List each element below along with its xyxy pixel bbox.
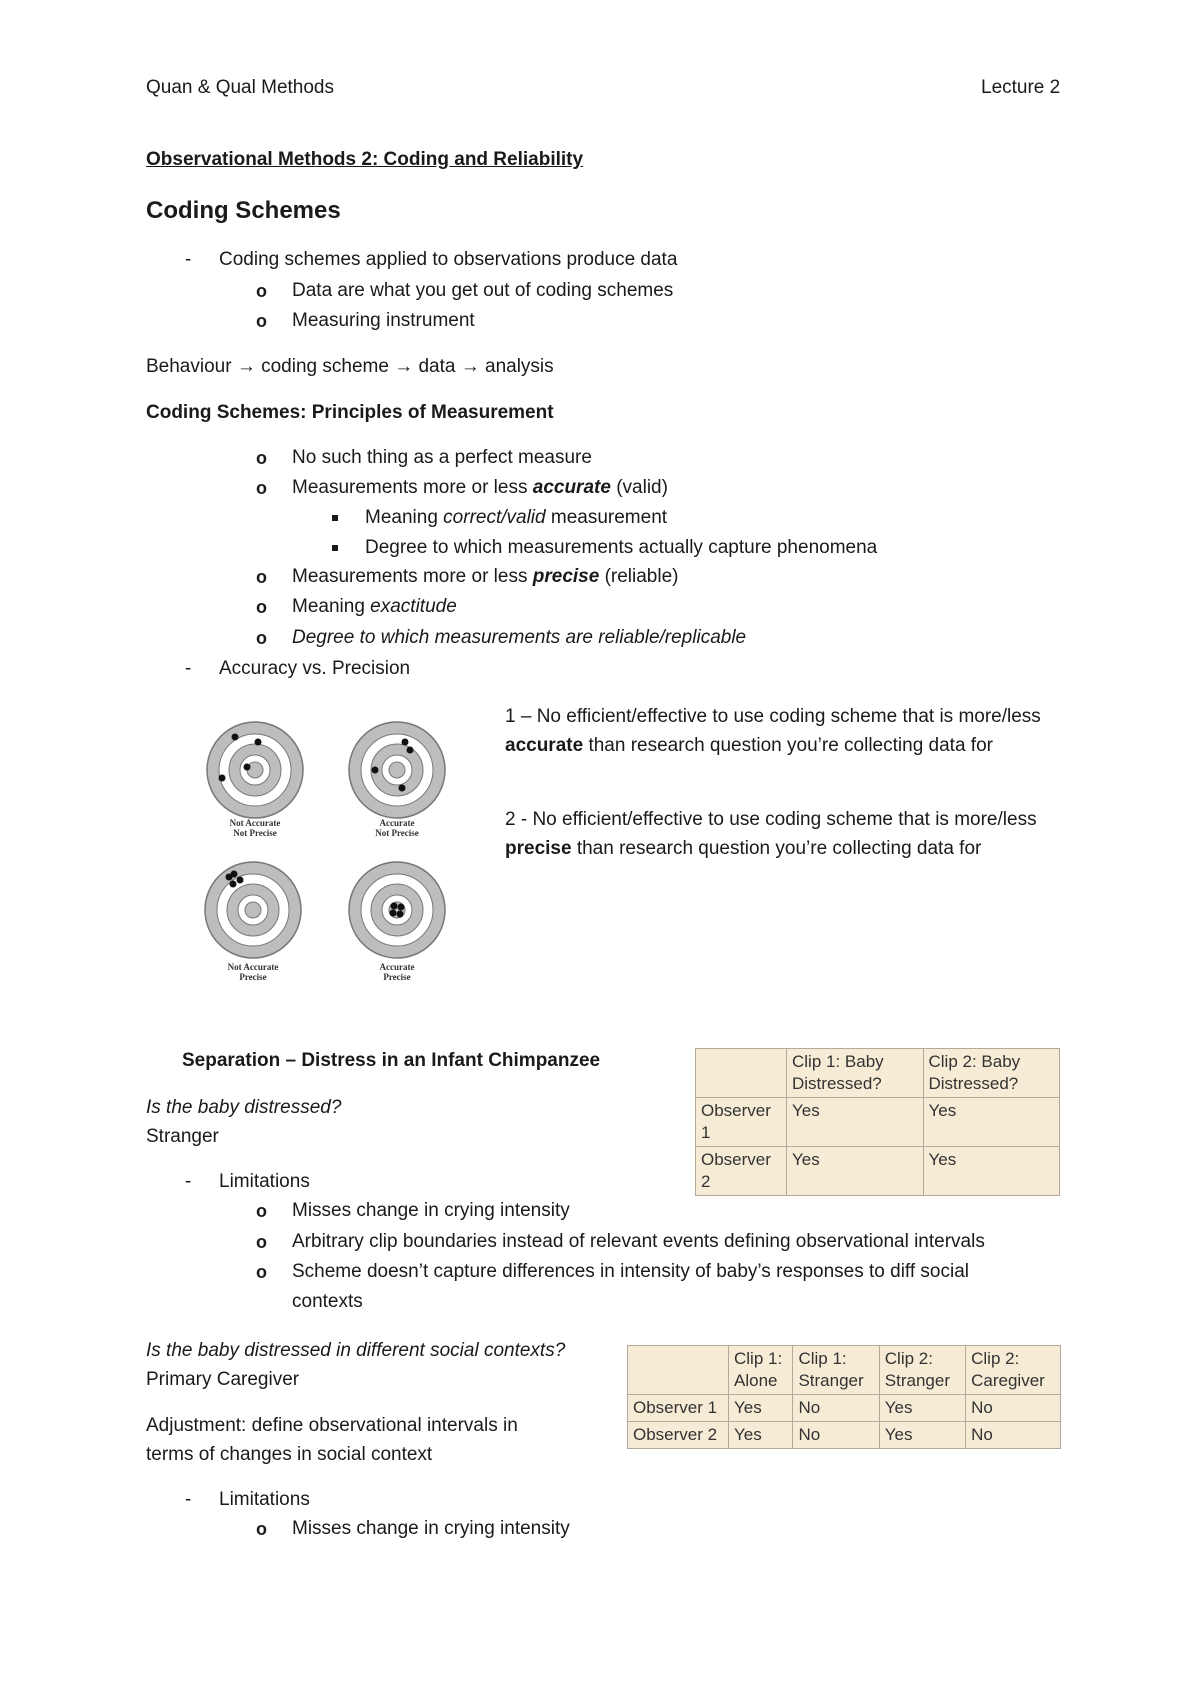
target-label-4-line2: Precise bbox=[383, 972, 411, 982]
target-accurate-precise bbox=[349, 862, 445, 958]
o-bullet: o bbox=[256, 1519, 267, 1539]
target-label-1 bbox=[195, 818, 315, 838]
principle-accurate-post: (valid) bbox=[610, 477, 668, 498]
note-precise-bold: precise bbox=[505, 838, 572, 859]
table-cell: Observer 1 bbox=[696, 1098, 787, 1147]
note-accurate-pre: 1 – No efficient/effective to use coding scheme that is more/less bbox=[505, 706, 1041, 727]
target-label-3-line1: Not Accurate bbox=[227, 962, 279, 972]
table-cell: No bbox=[793, 1422, 879, 1449]
bullet-data-from-schemes: Data are what you get out of coding schemes bbox=[292, 280, 674, 301]
table-row bbox=[628, 1422, 1061, 1449]
table-header-cell bbox=[696, 1049, 787, 1098]
target-label-1-line1: Not Accurate bbox=[229, 818, 281, 828]
dash-bullet: - bbox=[185, 249, 192, 270]
o-bullet: o bbox=[256, 311, 267, 331]
table-cell: Yes bbox=[787, 1098, 924, 1147]
square-bullet bbox=[332, 545, 338, 551]
o-bullet: o bbox=[256, 448, 267, 468]
principle-accurate bbox=[292, 476, 668, 500]
bullet-measuring-instrument: Measuring instrument bbox=[292, 310, 475, 331]
principle-precise bbox=[292, 565, 679, 589]
target-label-1-line2: Not Precise bbox=[233, 828, 277, 838]
o-bullet: o bbox=[256, 1232, 267, 1252]
table-cell: Yes bbox=[923, 1098, 1060, 1147]
section-heading-coding-schemes: Coding Schemes bbox=[146, 197, 341, 224]
target-accurate-not-precise bbox=[349, 722, 445, 818]
table-cell: Yes bbox=[879, 1422, 965, 1449]
note-precise bbox=[505, 805, 1065, 863]
accuracy-vs-precision: Accuracy vs. Precision bbox=[219, 658, 411, 679]
table-row bbox=[696, 1147, 1060, 1196]
table-cell: Yes bbox=[729, 1395, 793, 1422]
table-row bbox=[628, 1395, 1061, 1422]
table-header-cell bbox=[628, 1346, 729, 1395]
table-cell: Yes bbox=[787, 1147, 924, 1196]
table-cell: Observer 2 bbox=[628, 1422, 729, 1449]
target-label-3 bbox=[193, 962, 313, 982]
o-bullet: o bbox=[256, 1201, 267, 1221]
principle-accurate-pre: Measurements more or less bbox=[292, 477, 533, 498]
table-cell: Yes bbox=[729, 1422, 793, 1449]
target-label-2 bbox=[337, 818, 457, 838]
principle-correct-valid-pre: Meaning bbox=[365, 507, 444, 528]
o-bullet: o bbox=[256, 597, 267, 617]
note-accurate-post: than research question you’re collecting data for bbox=[583, 735, 993, 756]
principle-precise-post: (reliable) bbox=[599, 566, 679, 587]
principle-exactitude-em: exactitude bbox=[370, 596, 457, 617]
limitation-arbitrary-boundaries: Arbitrary clip boundaries instead of relevant events defining observational intervals bbox=[292, 1231, 985, 1252]
o-bullet: o bbox=[256, 628, 267, 648]
principle-precise-pre: Measurements more or less bbox=[292, 566, 533, 587]
o-bullet: o bbox=[256, 478, 267, 498]
principle-correct-valid bbox=[365, 506, 667, 530]
target-not-accurate-precise bbox=[205, 862, 301, 958]
table-header-cell: Clip 2: Stranger bbox=[879, 1346, 965, 1395]
question-social-contexts: Is the baby distressed in different social contexts? bbox=[146, 1340, 566, 1361]
accuracy-precision-targets bbox=[195, 715, 465, 985]
header-left: Quan & Qual Methods bbox=[146, 77, 334, 98]
table-cell: Yes bbox=[879, 1395, 965, 1422]
target-label-2-line2: Not Precise bbox=[375, 828, 419, 838]
question-stranger: Stranger bbox=[146, 1126, 219, 1147]
document-title: Observational Methods 2: Coding and Reliability bbox=[146, 149, 584, 170]
table-cell: No bbox=[793, 1395, 879, 1422]
flow-behaviour-to-analysis: Behaviour → coding scheme → data → analysis bbox=[146, 356, 554, 377]
question-baby-distressed: Is the baby distressed? bbox=[146, 1097, 342, 1118]
principle-exactitude-pre: Meaning bbox=[292, 596, 371, 617]
adjustment-line2: terms of changes in social context bbox=[146, 1444, 433, 1465]
table-header-cell: Clip 1: Baby Distressed? bbox=[787, 1049, 924, 1098]
distress-table-1 bbox=[695, 1048, 1060, 1196]
table-header-cell: Clip 1: Stranger bbox=[793, 1346, 879, 1395]
principle-reliable-replicable: Degree to which measurements are reliable/replicable bbox=[292, 627, 747, 648]
principles-heading: Coding Schemes: Principles of Measurement bbox=[146, 402, 554, 423]
o-bullet: o bbox=[256, 1262, 267, 1282]
principle-capture-phenomena: Degree to which measurements actually capture phenomena bbox=[365, 537, 878, 558]
limitations-label: Limitations bbox=[219, 1171, 310, 1192]
table-header-cell: Clip 2: Baby Distressed? bbox=[923, 1049, 1060, 1098]
principle-correct-valid-em: correct/valid bbox=[443, 507, 546, 528]
table-header-row bbox=[628, 1346, 1061, 1395]
target-label-4-line1: Accurate bbox=[379, 962, 415, 972]
table-cell: Observer 1 bbox=[628, 1395, 729, 1422]
target-label-3-line2: Precise bbox=[239, 972, 267, 982]
square-bullet bbox=[332, 515, 338, 521]
table-cell: Observer 2 bbox=[696, 1147, 787, 1196]
header-right: Lecture 2 bbox=[981, 77, 1061, 98]
table-row bbox=[696, 1098, 1060, 1147]
principle-precise-em: precise bbox=[532, 566, 600, 587]
o-bullet: o bbox=[256, 567, 267, 587]
table-cell: Yes bbox=[923, 1147, 1060, 1196]
target-label-4 bbox=[337, 962, 457, 982]
limitation-crying-intensity: Misses change in crying intensity bbox=[292, 1200, 570, 1221]
principle-accurate-em: accurate bbox=[532, 477, 611, 498]
limitation-social-contexts-line2: contexts bbox=[292, 1291, 363, 1312]
table-header-row bbox=[696, 1049, 1060, 1098]
limitations-label-2: Limitations bbox=[219, 1489, 310, 1510]
limitation-crying-intensity-2: Misses change in crying intensity bbox=[292, 1518, 570, 1539]
note-accurate bbox=[505, 702, 1065, 760]
note-precise-pre: 2 - No efficient/effective to use coding scheme that is more/less bbox=[505, 809, 1037, 830]
target-not-accurate-not-precise bbox=[207, 722, 303, 818]
table-cell: No bbox=[966, 1395, 1061, 1422]
bullet-coding-schemes-produce-data: Coding schemes applied to observations produce data bbox=[219, 249, 678, 270]
table-cell: No bbox=[966, 1422, 1061, 1449]
principle-no-perfect-measure: No such thing as a perfect measure bbox=[292, 447, 592, 468]
distress-table-2 bbox=[627, 1345, 1061, 1449]
table-header-cell: Clip 1: Alone bbox=[729, 1346, 793, 1395]
dash-bullet: - bbox=[185, 658, 192, 679]
question-primary-caregiver: Primary Caregiver bbox=[146, 1369, 300, 1390]
adjustment-line1: Adjustment: define observational intervals in bbox=[146, 1415, 518, 1436]
table-header-cell: Clip 2: Caregiver bbox=[966, 1346, 1061, 1395]
limitation-social-contexts-line1: Scheme doesn’t capture differences in intensity of baby’s responses to diff social bbox=[292, 1261, 970, 1282]
target-label-2-line1: Accurate bbox=[379, 818, 415, 828]
note-accurate-bold: accurate bbox=[505, 735, 584, 756]
o-bullet: o bbox=[256, 281, 267, 301]
principle-correct-valid-post: measurement bbox=[545, 507, 668, 528]
principle-exactitude bbox=[292, 595, 457, 619]
note-precise-post: than research question you’re collecting data for bbox=[571, 838, 982, 859]
dash-bullet: - bbox=[185, 1489, 192, 1510]
dash-bullet: - bbox=[185, 1171, 192, 1192]
separation-heading: Separation – Distress in an Infant Chimpanzee bbox=[182, 1050, 601, 1071]
